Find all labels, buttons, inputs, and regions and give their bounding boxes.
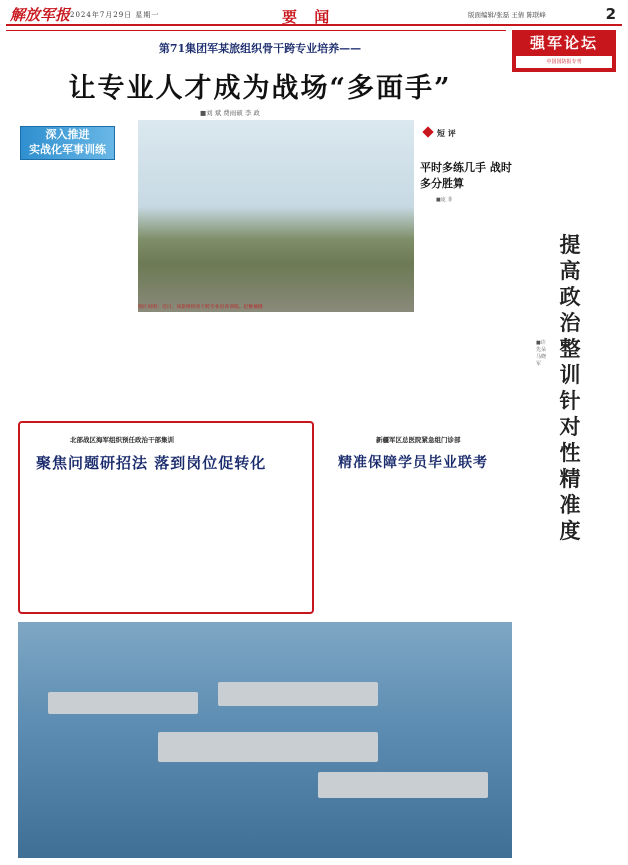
commentary-byline: ■庞 菲 xyxy=(436,197,453,203)
news-photo-naval-fleet xyxy=(18,622,512,858)
lead-headline: 让专业人才成为战场“多面手” xyxy=(68,73,452,104)
column-subtitle: 中国国防报专刊 xyxy=(516,56,612,68)
feature-left-body xyxy=(120,480,212,608)
article-body-column xyxy=(412,214,506,414)
photo-caption: 图片说明：近日，该旅组织骨干跨专业培养训练。赵雅楠摄 xyxy=(138,305,263,310)
commentary-headline: 平时多练几手 战时多分胜算 xyxy=(420,161,512,190)
badge-line-2: 实战化军事训练 xyxy=(29,143,106,156)
news-photo-training xyxy=(138,120,414,312)
newspaper-logo: 解放军报 xyxy=(10,6,71,24)
article-body-column xyxy=(230,318,314,414)
feature-right-headline: 精准保障学员毕业联考 xyxy=(338,455,488,471)
commentary-tag: 短 评 xyxy=(424,128,504,142)
column-title-box xyxy=(512,30,616,72)
column-headline: 提高政治整训针对性精准度 xyxy=(559,232,581,543)
editors-credit: 版面编辑/张磊 王倩 陈联峰 xyxy=(468,11,546,19)
feature-right-body xyxy=(418,480,510,608)
feature-right-body xyxy=(322,480,414,608)
warship-shape xyxy=(218,682,378,706)
lead-kicker: 第71集团军某旅组织骨干跨专业培养—— xyxy=(158,42,362,55)
article-body-column xyxy=(140,318,224,414)
divider xyxy=(6,30,506,31)
column-byline: ■许先朵 马晓军 xyxy=(536,340,547,367)
masthead xyxy=(6,4,622,26)
article-body-column xyxy=(320,318,404,414)
article-body-column xyxy=(20,164,132,414)
column-body xyxy=(512,76,616,226)
feature-left-kicker: 北部战区海军组织预任政治干部集训 xyxy=(70,436,174,444)
column-title: 强军论坛 xyxy=(529,34,598,52)
feature-right-kicker: 新疆军区总医院紧急组门诊部 xyxy=(376,436,461,444)
warship-shape xyxy=(158,732,378,762)
diamond-icon xyxy=(422,126,433,137)
issue-date: 2024年7月29日 星期一 xyxy=(70,11,160,19)
column-body xyxy=(516,520,616,858)
lead-byline: ■刘 斌 费雨硕 李 政 xyxy=(200,109,260,117)
badge-line-1: 深入推进 xyxy=(45,128,90,141)
section-title: 要 闻 xyxy=(282,8,336,26)
campaign-badge xyxy=(20,126,115,160)
feature-left-body xyxy=(24,480,116,608)
warship-shape xyxy=(318,772,488,798)
feature-left-body xyxy=(216,480,308,608)
page-number: 2 xyxy=(605,5,616,23)
feature-left-headline: 聚焦问题研招法 落到岗位促转化 xyxy=(36,454,267,472)
warship-shape xyxy=(48,692,198,714)
